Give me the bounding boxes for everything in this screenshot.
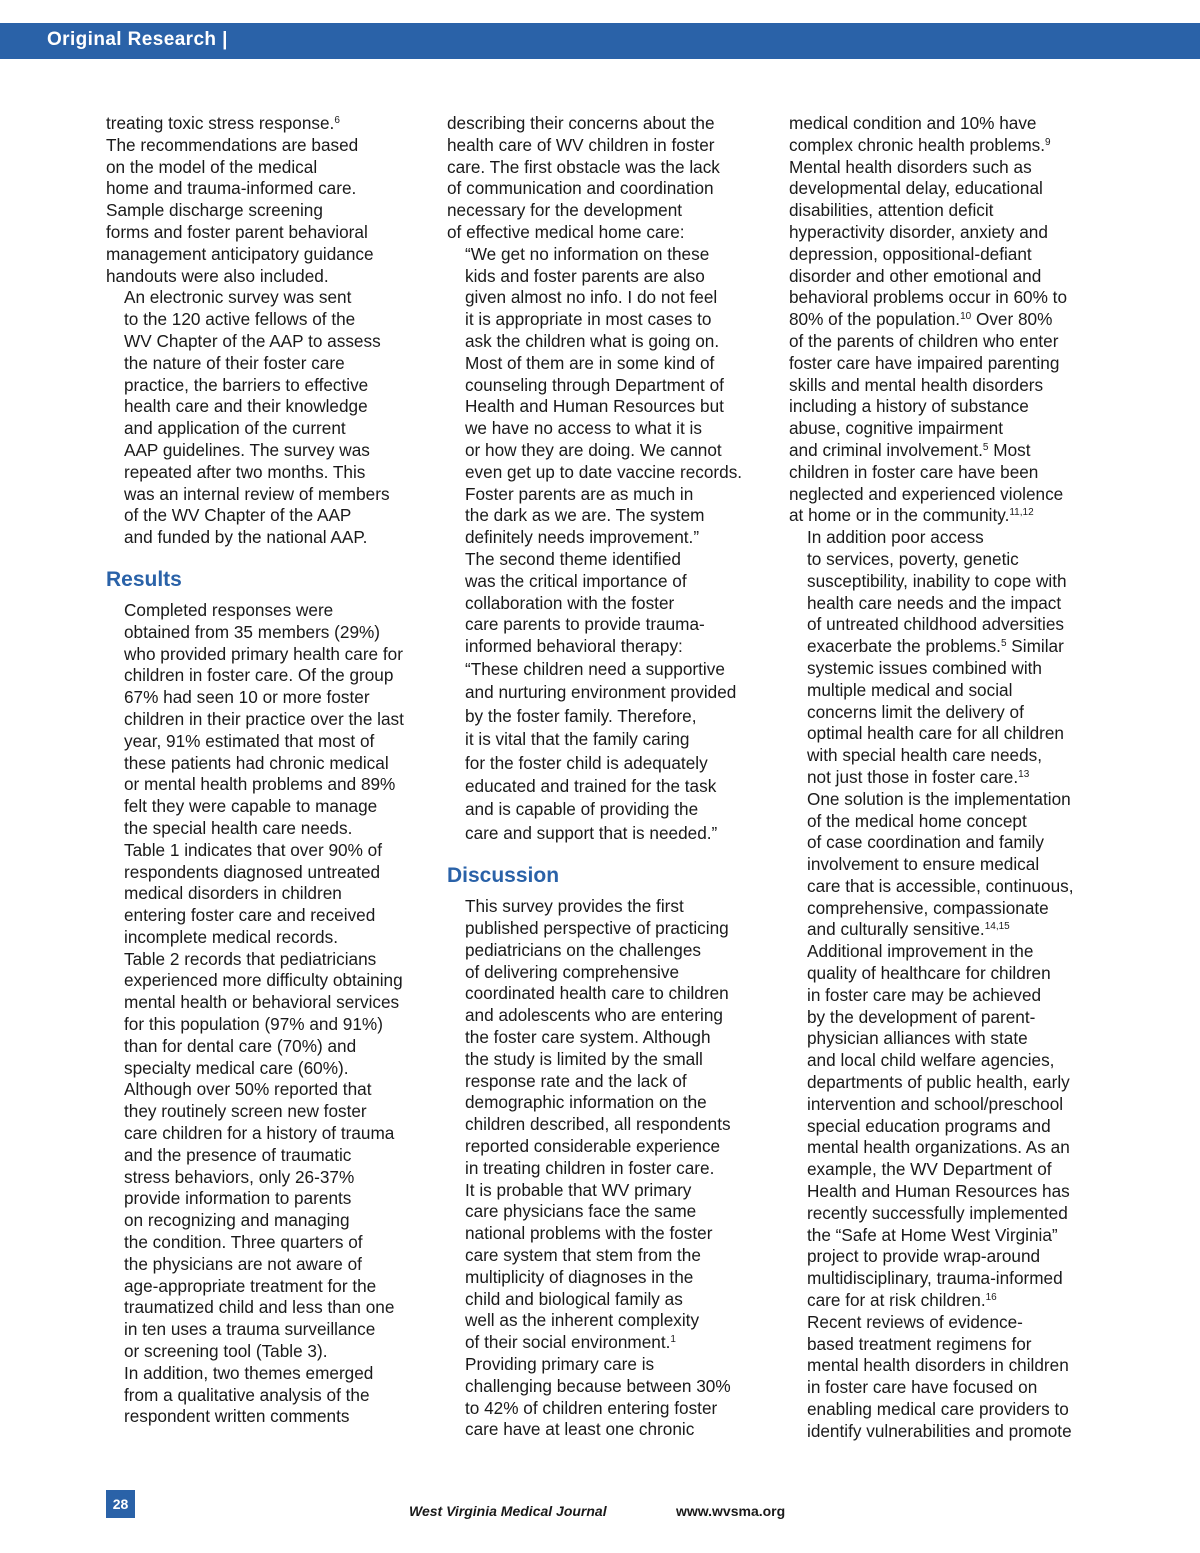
text-line: of the parents of children who enter [789,330,1059,351]
text-line: care that is accessible, continuous, [807,875,1074,896]
text-line: Recent reviews of evidence- [807,1311,1023,1332]
text-line: in foster care may be achieved [807,984,1042,1005]
text-line: respondents diagnosed untreated [124,861,381,882]
text-line: to the 120 active fellows of the [124,309,356,330]
text-segment: Over 80% [971,309,1053,330]
text-line: national problems with the foster [465,1223,713,1244]
text-line: including a history of substance [789,396,1029,417]
section-label: Original Research | [47,29,228,50]
text-line [789,309,1101,331]
citation: 9 [1045,136,1051,148]
text-line: on recognizing and managing [124,1210,350,1231]
text-line: Completed responses were [124,599,334,620]
text-line: Mental health disorders such as [789,156,1032,177]
text-segment: of their social environment. [465,1332,671,1353]
text-line: and application of the current [124,418,346,439]
text-line: The recommendations are based [106,134,359,155]
quote [447,658,759,845]
text-line: multidisciplinary, trauma-informed [807,1268,1063,1289]
text-line: of case coordination and family [807,832,1044,853]
paragraph [447,549,759,658]
text-line: the special health care needs. [124,817,353,838]
paragraph [789,1312,1101,1443]
text-line: the dark as we are. The system [465,505,705,526]
text-segment: Most [988,439,1031,460]
text-line: “These children need a supportive [465,658,725,679]
text-line: mental health or behavioral services [124,992,400,1013]
text-line: traumatized child and less than one [124,1297,395,1318]
text-line: we have no access to what it is [465,418,702,439]
text-segment: Similar [1006,636,1064,657]
text-line: informed behavioral therapy: [465,636,683,657]
citation: 14,15 [984,921,1010,933]
text-line: quality of healthcare for children [807,963,1051,984]
text-line: age-appropriate treatment for the [124,1275,377,1296]
text-line: care parents to provide trauma- [465,614,705,635]
text-line: or mental health problems and 89% [124,774,396,795]
text-line: enabling medical care providers to [807,1399,1069,1420]
citation: 10 [960,311,972,323]
text-segment: treating toxic stress response. [106,113,335,133]
text-segment: exacerbate the problems. [807,636,1001,657]
text-line: example, the WV Department of [807,1159,1052,1180]
text-line: skills and mental health disorders [789,374,1044,395]
page-number: 28 [106,1490,135,1518]
text-line: of communication and coordination [447,178,714,199]
journal-name: West Virginia Medical Journal [409,1503,607,1519]
text-line: care children for a history of trauma [124,1123,395,1144]
text-line: care system that stem from the [465,1244,701,1265]
citation: 6 [334,115,340,126]
text-line: home and trauma-informed care. [106,178,357,199]
text-line: AAP guidelines. The survey was [124,439,370,460]
text-line: specialty medical care (60%). [124,1057,349,1078]
text-line: medical condition and 10% have [789,113,1037,133]
text-line: for this population (97% and 91%) [124,1014,383,1035]
paragraph [789,113,1101,527]
text-line: medical disorders in children [124,883,342,904]
text-line: with special health care needs, [807,745,1043,766]
text-line: to 42% of children entering foster [465,1397,718,1418]
paragraph [789,941,1101,1312]
text-line: in ten uses a trauma surveillance [124,1319,376,1340]
text-line: In addition poor access [807,527,984,548]
text-line: foster care have impaired parenting [789,352,1060,373]
section-header-bar [0,23,1200,59]
text-line [789,135,1101,157]
text-segment: not just those in foster care. [807,766,1019,787]
paragraph [106,1363,424,1428]
text-line: of the medical home concept [807,810,1027,831]
text-line: project to provide wrap-around [807,1246,1041,1267]
text-line [789,636,1101,658]
text-line: coordinated health care to children [465,983,729,1004]
text-segment: at home or in the community. [789,505,1010,526]
text-segment: care for at risk children. [807,1290,986,1311]
text-line: comprehensive, compassionate [807,897,1049,918]
text-line: disabilities, attention deficit [789,200,994,221]
text-line: of the WV Chapter of the AAP [124,505,352,526]
text-line: was an internal review of members [124,483,390,504]
section-heading-discussion: Discussion [447,864,560,888]
text-line: the condition. Three quarters of [124,1232,363,1253]
citation: 5 [1000,638,1007,650]
text-line: The second theme identified [465,548,681,569]
text-line: of delivering comprehensive [465,961,680,982]
text-line: published perspective of practicing [465,917,729,938]
text-line: neglected and experienced violence [789,483,1064,504]
text-line [789,440,1101,462]
text-line: optimal health care for all children [807,723,1064,744]
text-line: and local child welfare agencies, [807,1050,1055,1071]
text-line: developmental delay, educational [789,178,1043,199]
text-line: on the model of the medical [106,156,318,177]
text-line: recently successfully implemented [807,1202,1068,1223]
text-line: kids and foster parents are also [465,265,705,286]
text-line: This survey provides the first [465,896,684,917]
text-line: children in their practice over the last [124,708,404,729]
text-line: felt they were capable to manage [124,796,378,817]
text-segment: and culturally sensitive. [807,919,985,940]
text-line: these patients had chronic medical [124,752,389,773]
text-line: susceptibility, inability to cope with [807,570,1067,591]
text-line: pediatricians on the challenges [465,939,702,960]
text-line: departments of public health, early [807,1072,1070,1093]
text-line: entering foster care and received [124,905,376,926]
text-line: physician alliances with state [807,1028,1028,1049]
text-line: collaboration with the foster [465,592,675,613]
text-line: health care needs and the impact [807,592,1062,613]
text-line: reported considerable experience [465,1135,721,1156]
text-line: respondent written comments [124,1406,350,1427]
website-url: www.wvsma.org [676,1503,786,1519]
text-segment: complex chronic health problems. [789,134,1046,155]
text-line: care have at least one chronic [465,1419,695,1440]
citation: 11,12 [1009,507,1034,519]
text-line: identify vulnerabilities and promote [807,1420,1072,1441]
text-line: behavioral problems occur in 60% to [789,287,1068,308]
paragraph [106,113,424,287]
text-line: challenging because between 30% [465,1375,731,1396]
text-line: Table 1 indicates that over 90% of [124,839,382,860]
text-line: It is probable that WV primary [465,1179,692,1200]
text-line: even get up to date vaccine records. [465,461,743,482]
text-segment: 80% of the population. [789,309,961,330]
text-line [447,1332,759,1354]
text-line: it is appropriate in most cases to [465,309,712,330]
text-line: the “Safe at Home West Virginia” [807,1224,1058,1245]
text-line: who provided primary health care for [124,643,403,664]
text-line [789,767,1101,789]
text-line: the nature of their foster care [124,352,345,373]
text-line: and is capable of providing the [465,799,699,820]
text-line: 67% had seen 10 or more foster [124,687,370,708]
text-line: by the foster family. Therefore, [465,705,697,726]
text-line: obtained from 35 members (29%) [124,621,381,642]
text-line: mental health organizations. As an [807,1137,1070,1158]
text-line: was the critical importance of [465,570,687,591]
text-line: forms and foster parent behavioral [106,221,368,242]
text-line: response rate and the lack of [465,1070,687,1091]
text-line: repeated after two months. This [124,461,366,482]
text-line: abuse, cognitive impairment [789,418,1003,439]
text-line: incomplete medical records. [124,926,338,947]
text-line: An electronic survey was sent [124,287,352,308]
text-line: it is vital that the family caring [465,729,690,750]
text-line: counseling through Department of [465,374,724,395]
text-line: health care of WV children in foster [447,134,715,155]
paragraph [106,287,424,549]
text-line: disorder and other emotional and [789,265,1042,286]
text-line: year, 91% estimated that most of [124,730,375,751]
citation: 1 [670,1334,676,1346]
paragraph [447,896,759,1354]
text-line: multiplicity of diagnoses in the [465,1266,694,1287]
text-line: hyperactivity disorder, anxiety and [789,221,1048,242]
text-line: children described, all respondents [465,1114,731,1135]
text-line: practice, the barriers to effective [124,374,369,395]
text-line: of effective medical home care: [447,221,685,242]
text-line: definitely needs improvement.” [465,527,700,548]
text-line [789,1290,1101,1312]
text-line: provide information to parents [124,1188,352,1209]
paragraph [106,600,424,840]
citation: 13 [1018,768,1030,780]
text-line: by the development of parent- [807,1006,1036,1027]
text-column-3 [789,113,1101,1443]
text-line: handouts were also included. [106,265,329,286]
text-line: the physicians are not aware of [124,1253,362,1274]
text-line: Table 2 records that pediatricians [124,948,377,969]
text-line: WV Chapter of the AAP to assess [124,330,381,351]
text-line: to services, poverty, genetic [807,548,1019,569]
text-line: and nurturing environment provided [465,682,737,703]
text-line: in foster care have focused on [807,1377,1038,1398]
text-line: care and support that is needed.” [465,822,718,843]
text-line: depression, oppositional-defiant [789,243,1032,264]
text-line: given almost no info. I do not feel [465,287,718,308]
text-line: and the presence of traumatic [124,1144,352,1165]
text-line: and funded by the national AAP. [124,527,368,548]
paragraph [789,527,1101,789]
text-line: systemic issues combined with [807,657,1042,678]
text-line: children in foster care have been [789,461,1039,482]
text-line: or screening tool (Table 3). [124,1341,328,1362]
text-line: of untreated childhood adversities [807,614,1065,635]
text-line: from a qualitative analysis of the [124,1384,370,1405]
paragraph [789,789,1101,942]
text-line: necessary for the development [447,200,683,221]
paragraph [447,113,759,244]
text-line: concerns limit the delivery of [807,701,1024,722]
text-line: experienced more difficulty obtaining [124,970,403,991]
text-line [106,113,424,135]
text-line: and adolescents who are entering [465,1005,723,1026]
text-line: Providing primary care is [465,1353,655,1374]
text-line: Most of them are in some kind of [465,352,715,373]
text-line: ask the children what is going on. [465,330,720,351]
text-line: Health and Human Resources but [465,396,724,417]
text-line: stress behaviors, only 26-37% [124,1166,355,1187]
text-line: In addition, two themes emerged [124,1362,374,1383]
text-line: Foster parents are as much in [465,483,694,504]
text-line: the study is limited by the small [465,1048,703,1069]
text-line: care. The first obstacle was the lack [447,156,720,177]
text-line: special education programs and [807,1115,1051,1136]
text-line: Sample discharge screening [106,200,323,221]
text-line: the foster care system. Although [465,1026,711,1047]
paragraph [447,1354,759,1441]
text-line: intervention and school/preschool [807,1093,1064,1114]
text-line: child and biological family as [465,1288,683,1309]
text-line: “We get no information on these [465,243,710,264]
text-line: health care and their knowledge [124,396,368,417]
text-line: One solution is the implementation [807,788,1071,809]
citation: 5 [982,441,989,453]
text-line: management anticipatory guidance [106,243,374,264]
text-line: describing their concerns about the [447,113,715,133]
text-line: care physicians face the same [465,1201,697,1222]
text-line [789,919,1101,941]
text-line: based treatment regimens for [807,1333,1032,1354]
text-line: or how they are doing. We cannot [465,439,722,460]
text-line: Health and Human Resources has [807,1181,1070,1202]
text-line: children in foster care. Of the group [124,665,394,686]
text-line: than for dental care (70%) and [124,1035,357,1056]
text-line: demographic information on the [465,1092,707,1113]
text-line: mental health disorders in children [807,1355,1069,1376]
text-line: for the foster child is adequately [465,752,708,773]
text-line: Although over 50% reported that [124,1079,372,1100]
text-column-2 [447,113,759,1441]
citation: 16 [985,1292,997,1304]
text-line: in treating children in foster care. [465,1157,715,1178]
text-line: educated and trained for the task [465,775,717,796]
text-line: involvement to ensure medical [807,854,1040,875]
text-line: they routinely screen new foster [124,1101,367,1122]
text-segment: and criminal involvement. [789,439,983,460]
text-line: well as the inherent complexity [465,1310,700,1331]
text-line [789,505,1101,527]
text-line: Additional improvement in the [807,941,1034,962]
quote [447,244,759,549]
paragraph [106,840,424,1363]
text-column-1 [106,113,424,1428]
text-line: multiple medical and social [807,679,1013,700]
section-heading-results: Results [106,567,182,591]
